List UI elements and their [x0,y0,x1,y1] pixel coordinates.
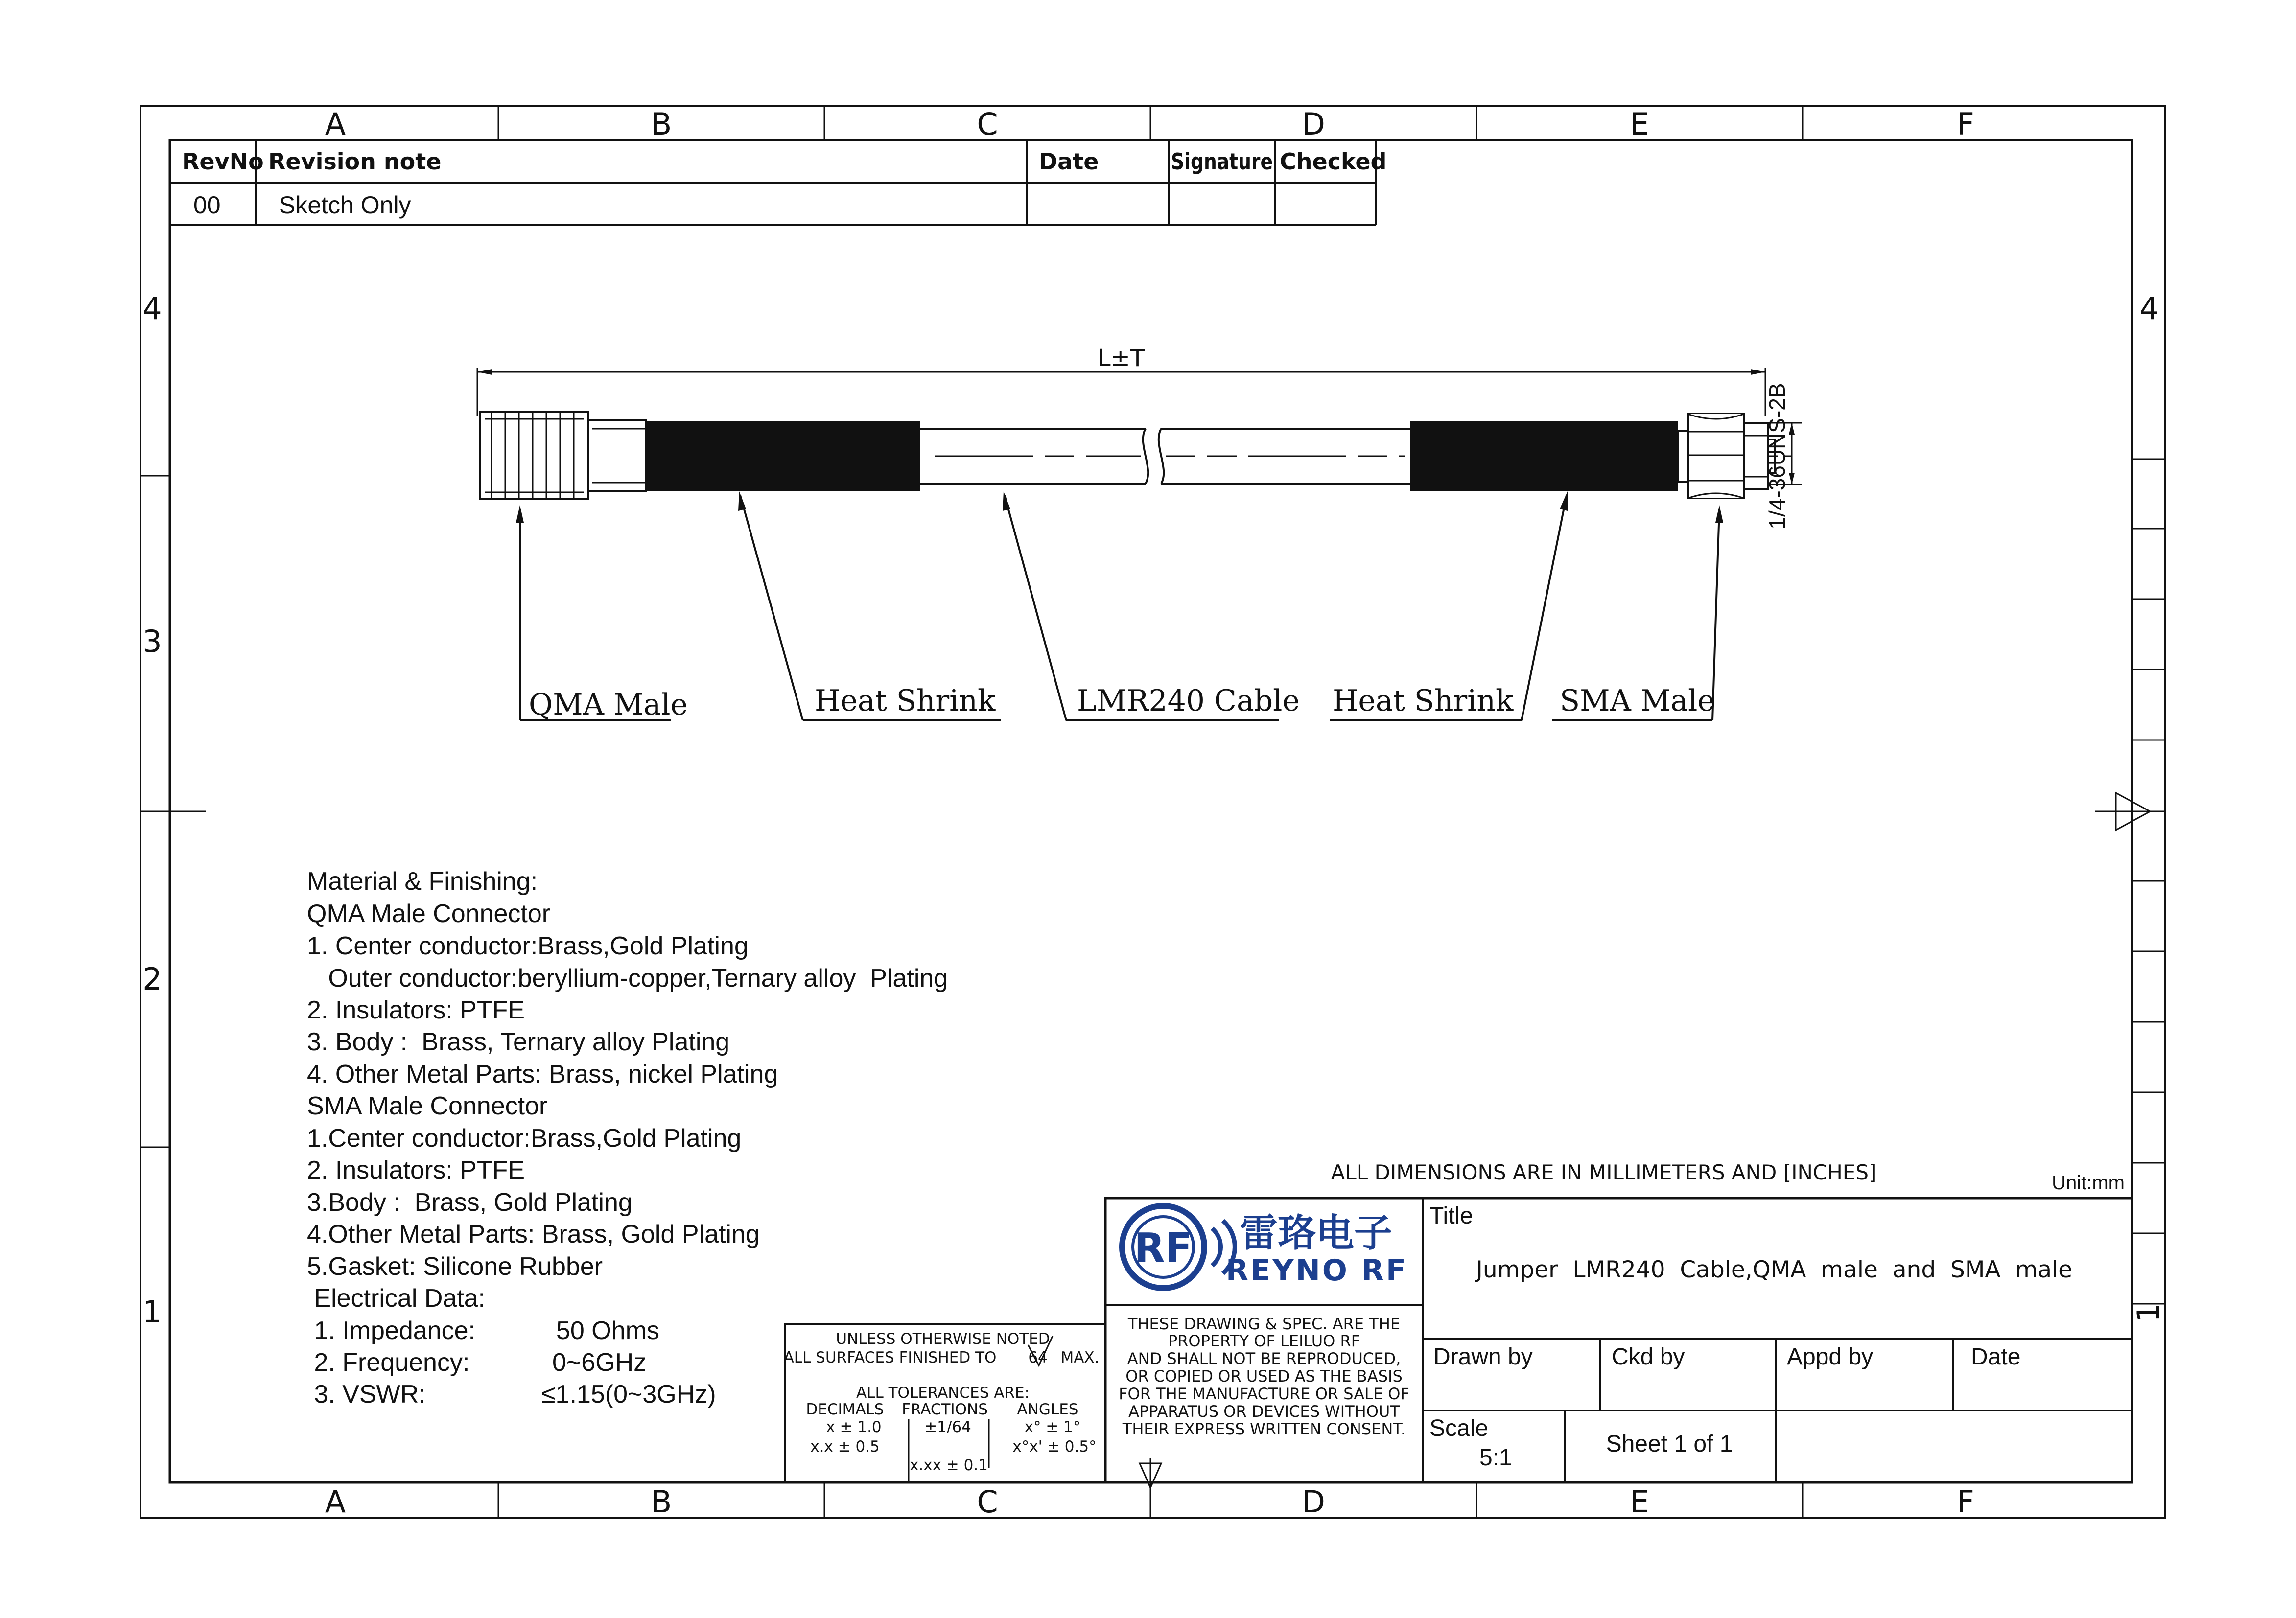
revision-cell-note: Sketch Only [279,191,411,219]
vswr-value: ≤1.15(0~3GHz) [541,1380,716,1409]
zone-col-a-bottom: A [325,1484,346,1520]
notice-line: THESE DRAWING & SPEC. ARE THE [1127,1315,1401,1333]
callout-lmr240-cable: LMR240 Cable [1077,684,1300,718]
approved-by-label: Appd by [1787,1344,1874,1370]
notice-line: FOR THE MANUFACTURE OR SALE OF [1119,1385,1409,1403]
revision-header-revno: RevNo [182,148,264,175]
length-label: L±T [1097,345,1145,372]
thread-spec-label: 1/4-36UNS-2B [1764,383,1790,530]
notes-line: 1. Center conductor:Brass,Gold Plating [307,932,749,960]
notes-line: Material & Finishing: [307,867,538,896]
zone-col-c-top: C [977,106,998,142]
zone-row-4-right: 4 [2139,291,2159,326]
zone-col-e-bottom: E [1630,1484,1649,1520]
zone-col-f-bottom: F [1957,1484,1974,1520]
impedance-label: 1. Impedance: [307,1317,475,1345]
drawing-title: Jumper LMR240 Cable,QMA male and SMA male [1476,1256,2073,1283]
tolerance-angle-1: x° ± 1° [1024,1418,1081,1436]
proprietary-notice [1119,1315,1409,1438]
frequency-label: 2. Frequency: [307,1348,470,1377]
notes-line: QMA Male Connector [307,900,551,928]
notice-line: PROPERTY OF LEILUO RF [1168,1332,1360,1350]
notes-line: 5.Gasket: Silicone Rubber [307,1252,603,1281]
zone-col-b-top: B [651,106,672,142]
tolerance-fractions-header: FRACTIONS [902,1401,988,1418]
notes-line: 3.Body : Brass, Gold Plating [307,1188,633,1217]
zone-col-d-top: D [1302,106,1325,142]
drawn-by-label: Drawn by [1433,1344,1533,1370]
tolerance-line2-b: 64 [1028,1349,1048,1366]
tolerance-decimal-1: x ± 1.0 [826,1418,882,1436]
notes-line: SMA Male Connector [307,1092,548,1120]
revision-header-date: Date [1039,148,1099,175]
revision-header-note: Revision note [268,148,442,175]
notice-line: AND SHALL NOT BE REPRODUCED, [1127,1349,1401,1368]
tolerance-angles-header: ANGLES [1017,1401,1078,1418]
revision-header-signature: Signature [1171,148,1273,175]
zone-row-1-left: 1 [142,1294,162,1330]
revision-header-checked: Checked [1280,148,1387,175]
company-name-cn: 雷珞电子 [1239,1211,1393,1255]
sheet-number: Sheet 1 of 1 [1606,1431,1733,1457]
notice-line: APPARATUS OR DEVICES WITHOUT [1128,1402,1400,1421]
notes-line: 1.Center conductor:Brass,Gold Plating [307,1124,742,1153]
heat-shrink-left [646,421,920,491]
unit-label: Unit:mm [2052,1172,2125,1194]
zone-col-d-bottom: D [1302,1484,1325,1520]
notes-line: 2. Insulators: PTFE [307,1156,525,1184]
date-label: Date [1971,1344,2021,1370]
notes-line: Outer conductor:beryllium-copper,Ternary alloy Plating [307,964,948,993]
scale-value: 5:1 [1479,1445,1512,1471]
callout-sma-male: SMA Male [1560,684,1715,718]
zone-col-e-top: E [1630,106,1649,142]
zone-col-f-top: F [1957,106,1974,142]
scale-label: Scale [1429,1415,1489,1441]
notes-line: 4. Other Metal Parts: Brass, nickel Plating [307,1060,778,1088]
tolerance-line2-a: ALL SURFACES FINISHED TO [783,1349,997,1366]
tolerance-decimal-3: x.xx ± 0.1 [910,1456,988,1474]
logo-letters: RF [1134,1225,1193,1271]
notes-line: 3. Body : Brass, Ternary alloy Plating [307,1028,730,1056]
callout-heat-shrink-left: Heat Shrink [815,684,996,718]
notes-line: 4.Other Metal Parts: Brass, Gold Plating [307,1220,760,1248]
zone-col-c-bottom: C [977,1484,998,1520]
vswr-label: 3. VSWR: [307,1380,426,1409]
zone-row-3-left: 3 [142,624,162,659]
checked-by-label: Ckd by [1612,1344,1685,1370]
zone-row-1-right: 1 [2131,1303,2166,1322]
zone-col-b-bottom: B [651,1484,672,1520]
revision-cell-revno: 00 [193,191,221,219]
tolerance-decimals-header: DECIMALS [806,1401,884,1418]
callout-qma-male: QMA Male [529,688,688,722]
zone-col-a-top: A [325,106,346,142]
tolerance-fraction-1: ±1/64 [924,1418,971,1436]
tolerance-line3: ALL TOLERANCES ARE: [856,1384,1030,1402]
heat-shrink-right [1410,421,1678,491]
callout-heat-shrink-right: Heat Shrink [1333,684,1514,718]
impedance-value: 50 Ohms [556,1317,659,1345]
tolerance-angle-2: x°x' ± 0.5° [1012,1438,1097,1456]
frequency-value: 0~6GHz [552,1348,647,1377]
zone-row-4-left: 4 [142,291,162,326]
electrical-heading: Electrical Data: [307,1284,486,1313]
tolerance-decimal-2: x.x ± 0.5 [810,1438,880,1456]
notice-line: OR COPIED OR USED AS THE BASIS [1125,1367,1403,1386]
tolerance-line1: UNLESS OTHERWISE NOTED [836,1330,1050,1348]
tolerance-line2-c: MAX. [1060,1349,1100,1366]
zone-row-2-left: 2 [142,961,162,997]
qma-connector [480,412,646,499]
title-label: Title [1429,1203,1473,1229]
notice-line: THEIR EXPRESS WRITTEN CONSENT. [1122,1420,1406,1438]
all-dimensions-note: ALL DIMENSIONS ARE IN MILLIMETERS AND [INCHES] [1331,1160,1877,1184]
notes-line: 2. Insulators: PTFE [307,996,525,1024]
company-name-en: REYNO RF [1226,1253,1408,1288]
